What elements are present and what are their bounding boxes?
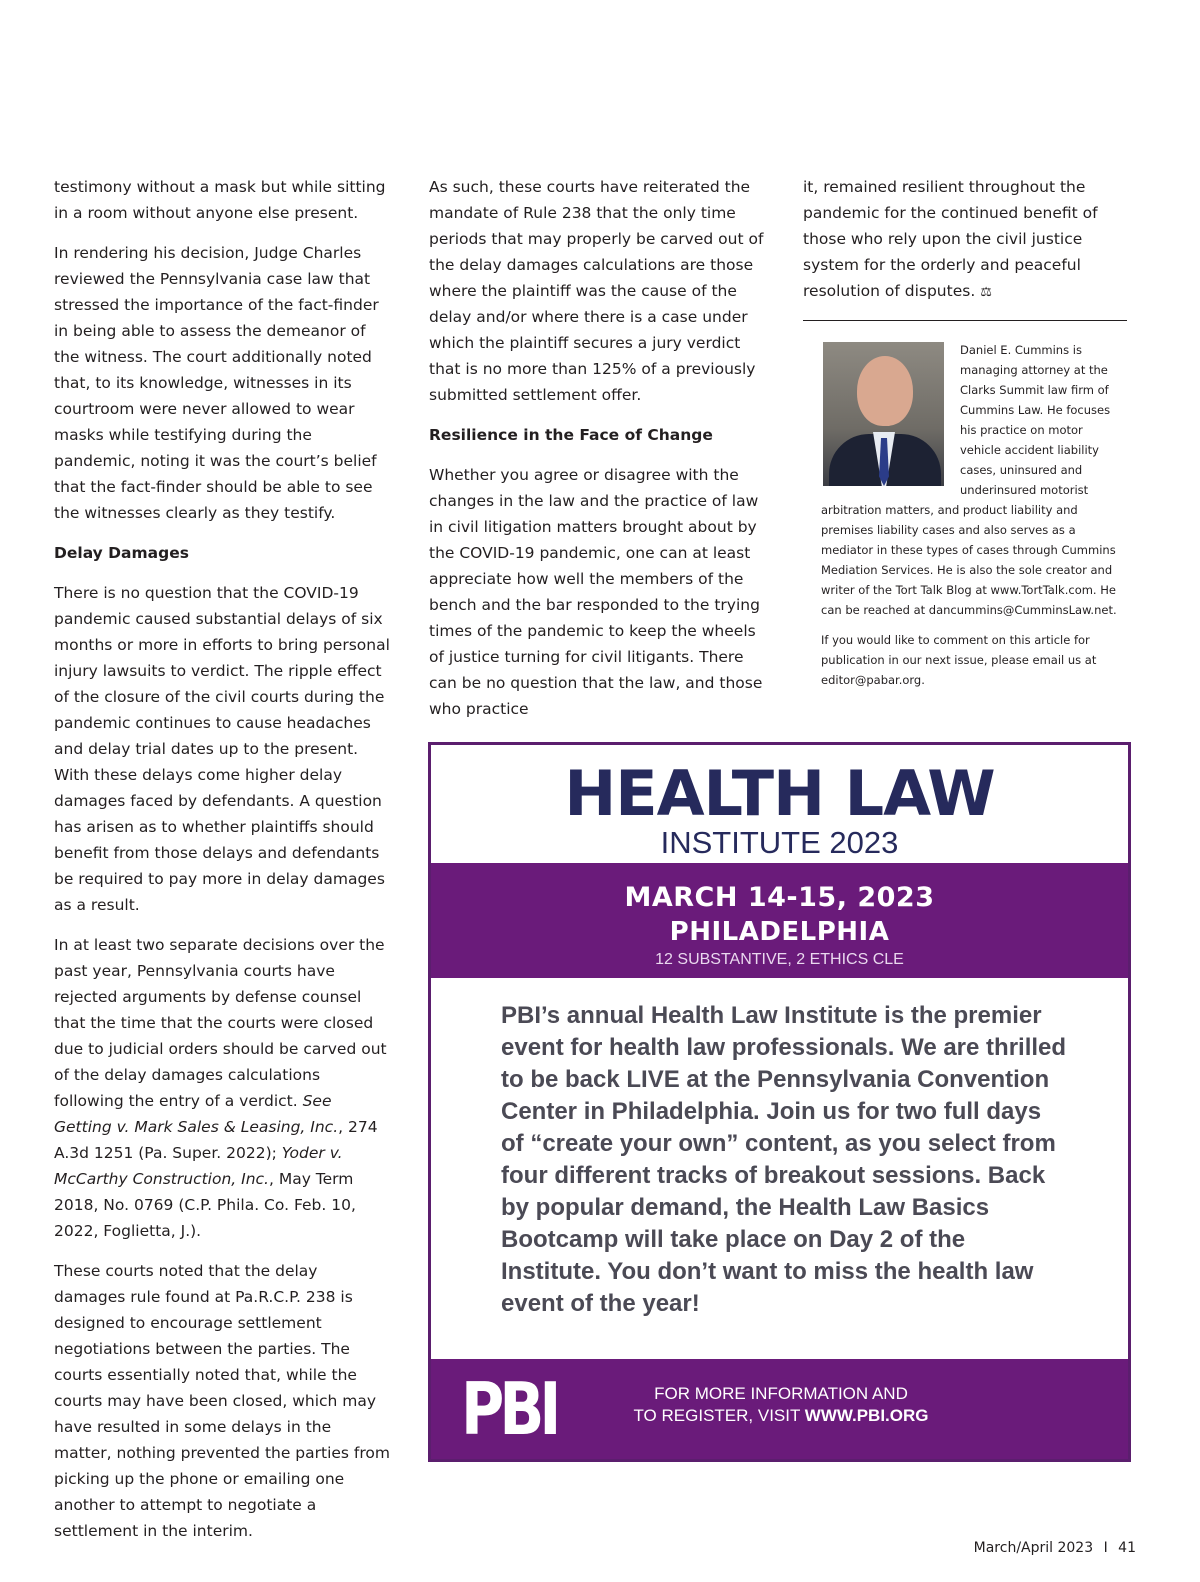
paragraph (803, 174, 1139, 306)
paragraph: testimony without a mask but while sitting in a room without anyone else present. (54, 178, 386, 222)
divider (803, 320, 1127, 321)
article-column-2 (429, 174, 767, 736)
ad-event-band (431, 863, 1128, 978)
ad-cle-credits: 12 SUBSTANTIVE, 2 ETHICS CLE (655, 951, 904, 968)
case-citation: Yoder v. McCarthy Construction, Inc. (54, 1144, 343, 1188)
text: it, remained resilient throughout the pandemic for the continued benefit of those who rely upon the civil justice system for the orderly and peaceful resolution of disputes. (803, 178, 1098, 300)
author-bio (821, 340, 1121, 700)
ad-website-link[interactable]: WWW.PBI.ORG (804, 1406, 929, 1425)
bio-text: Daniel E. Cummins is managing attorney at the Clarks Summit law firm of Cummins Law. He focuses his practice on motor vehicle accident liability cases, uninsured and underinsured motorist arbitration matters, and product liability and premises liability cases and also serves as a mediator in these types of cases through Cummins Mediation Services. He is also the sole creator and writer of the Tort Talk Blog at www.TortTalk.com. He can be reached at dancummins@CumminsLaw.net. (821, 343, 1117, 617)
section-heading-delay-damages: Delay Damages (54, 544, 189, 562)
page-number: 41 (1118, 1540, 1136, 1556)
ad-body-text: PBI’s annual Health Law Institute is the premier event for health law professionals. We are thrilled to be back LIVE at the Pennsylvania Convention Center in Philadelphia. Join us for two full days of “create your own” content, as you select from four different tracks of breakout sessions. Back by popular demand, the Health Law Basics Bootcamp will take place on Day 2 of the Institute. You don’t want to miss the health law event of the year! (501, 1002, 1067, 1317)
ad-footer-line-1: FOR MORE INFORMATION AND (654, 1384, 908, 1403)
ad-date: MARCH 14-15, 2023 (624, 882, 935, 913)
ad-footer (431, 1359, 1128, 1459)
ad-footer-line-2 (611, 1405, 951, 1427)
text: In at least two separate decisions over the past year, Pennsylvania courts have rejected arguments by defense counsel that the time that the courts were closed due to judicial orders should be carved out of the delay damages calculations following the entry of a verdict. (54, 936, 387, 1110)
paragraph: These courts noted that the delay damages rule found at Pa.R.C.P. 238 is designed to encourage settlement negotiations between the parties. The courts essentially noted that, while the courts may have been closed, which may have resulted in some delays in the matter, nothing prevented the parties from picking up the phone or emailing one another to attempt to negotiate a settlement in the interim. (54, 1262, 391, 1540)
article-column-3 (803, 174, 1139, 321)
text: , 274 A.3d 1251 (Pa. Super. 2022); (54, 1118, 378, 1162)
author-photo (823, 342, 944, 486)
ad-city: PHILADELPHIA (669, 917, 890, 947)
paragraph (54, 932, 390, 1244)
ad-header (431, 745, 1128, 863)
ad-register-info (611, 1383, 951, 1427)
health-law-advertisement (428, 742, 1131, 1462)
paragraph: In rendering his decision, Judge Charles reviewed the Pennsylvania case law that stressed the importance of the fact-finder in being able to assess the demeanor of the witness. The court additionally noted that, to its knowledge, witnesses in its courtroom were never allowed to wear masks while testifying during the pandemic, noting it was the court’s belief that the fact-finder should be able to see the witnesses clearly as they testify. (54, 244, 379, 522)
paragraph: There is no question that the COVID-19 pandemic caused substantial delays of six months or more in efforts to bring personal injury lawsuits to verdict. The ripple effect of the closure of the civil courts during the pandemic continues to cause headaches and delay trial dates up to the present. With these delays come higher delay damages faced by defendants. A question has arisen as to whether plaintiffs should benefit from those delays and defendants be required to pay more in delay damages as a result. (54, 584, 390, 914)
scales-icon: ⚖ (980, 285, 992, 300)
pbi-logo: PBI (461, 1367, 557, 1451)
text: TO REGISTER, VISIT (633, 1406, 805, 1425)
comment-note: If you would like to comment on this article for publication in our next issue, please email us at editor@pabar.org. (821, 633, 1097, 687)
ad-title: HEALTH LAW (564, 757, 995, 830)
paragraph: As such, these courts have reiterated the mandate of Rule 238 that the only time periods that may properly be carved out of the delay damages calculations are those where the plaintiff was the cause of the delay and/or where there is a case under which the plaintiff secures a jury verdict that is no more than 125% of a previously submitted settlement offer. (429, 178, 764, 404)
article-column-1 (54, 174, 390, 1558)
section-heading-resilience: Resilience in the Face of Change (429, 426, 713, 444)
paragraph: Whether you agree or disagree with the changes in the law and the practice of law in civil litigation matters brought about by the COVID-19 pandemic, one can at least appreciate how well the members of the bench and the bar responded to the trying times of the pandemic to keep the wheels of justice turning for civil litigants. There can be no question that the law, and those who practice (429, 466, 763, 718)
case-citation: See Getting v. Mark Sales & Leasing, Inc. (54, 1092, 339, 1136)
text: , May Term 2018, No. 0769 (C.P. Phila. Co. Feb. 10, 2022, Foglietta, J.). (54, 1170, 356, 1240)
page-footer (974, 1540, 1136, 1556)
ad-subtitle: INSTITUTE 2023 (660, 825, 899, 860)
separator: I (1103, 1540, 1108, 1556)
issue-date: March/April 2023 (973, 1540, 1094, 1556)
